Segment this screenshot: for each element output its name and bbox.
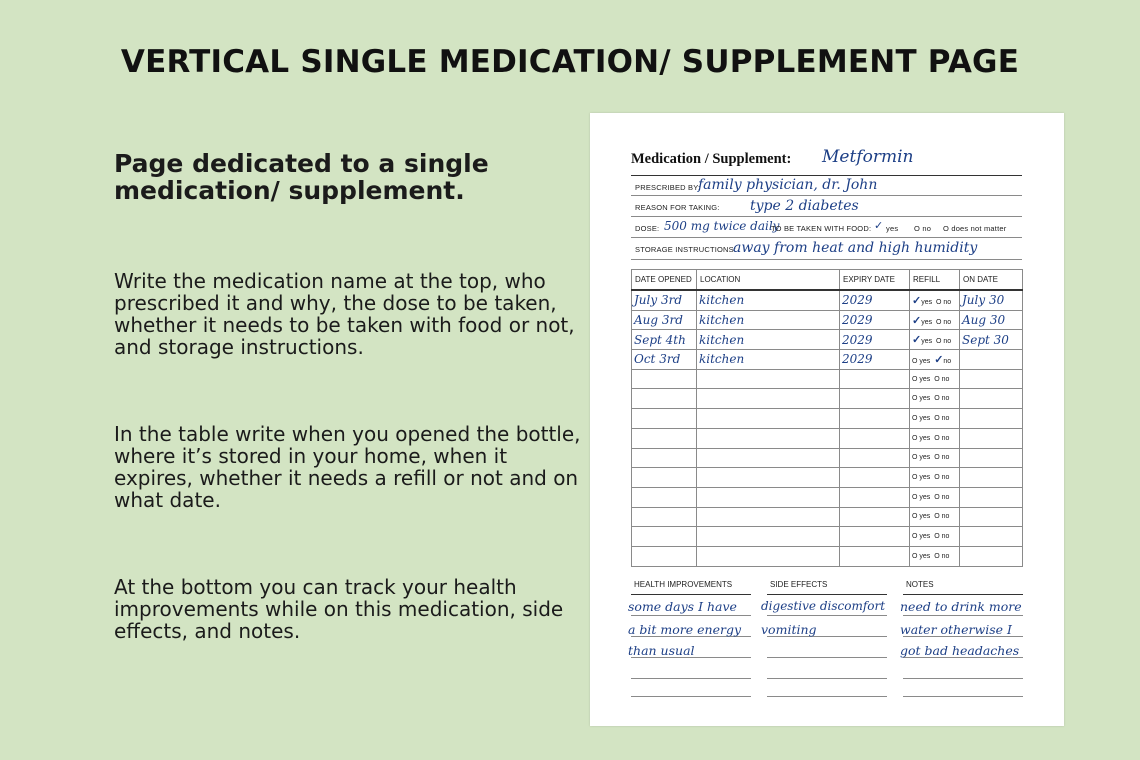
food-no-option[interactable]: O no <box>914 224 932 233</box>
date-cell[interactable] <box>632 428 697 448</box>
check-icon: ✓ <box>874 219 884 232</box>
location-cell[interactable] <box>697 468 840 488</box>
refill-yes-option[interactable]: O yes <box>912 552 931 560</box>
on-date-cell[interactable] <box>960 428 1023 448</box>
page-headline: VERTICAL SINGLE MEDICATION/ SUPPLEMENT PAGE <box>120 44 1020 80</box>
refill-yes-option[interactable]: O yes <box>912 513 931 521</box>
rule-line <box>767 657 887 658</box>
divider <box>631 175 1022 176</box>
refill-cell[interactable] <box>910 369 960 389</box>
on-date-cell[interactable] <box>960 487 1023 507</box>
table-row <box>632 487 1023 507</box>
food-dnm-option[interactable]: O does not matter <box>943 224 1007 233</box>
date-cell[interactable] <box>632 527 697 547</box>
refill-cell[interactable] <box>910 448 960 468</box>
table-row <box>632 409 1023 429</box>
check-icon: ✓ <box>934 353 944 366</box>
column-header: DATE OPENED <box>632 270 697 291</box>
dose-value: 500 mg twice daily <box>664 219 780 233</box>
refill-yes-option[interactable]: O yes <box>912 357 931 365</box>
date-cell[interactable] <box>632 507 697 527</box>
refill-no-option[interactable]: O no <box>934 493 950 501</box>
expiry-cell[interactable]: 2029 <box>840 350 910 370</box>
refill-cell[interactable] <box>910 507 960 527</box>
location-cell[interactable]: kitchen <box>697 330 840 350</box>
refill-yes-option[interactable]: O yes <box>912 395 931 403</box>
health-improvements-label: HEALTH IMPROVEMENTS <box>634 580 733 589</box>
refill-cell[interactable] <box>910 468 960 488</box>
table-row <box>632 448 1023 468</box>
check-icon: ✓ <box>912 294 922 307</box>
expiry-cell[interactable] <box>840 546 910 566</box>
refill-cell[interactable] <box>910 428 960 448</box>
refill-no-option[interactable]: O no <box>936 318 952 326</box>
description-paragraph: In the table write when you opened the bottle, where it’s stored in your home, when it expires, whether it needs a refill or not and on what date. <box>114 422 581 512</box>
on-date-cell[interactable] <box>960 546 1023 566</box>
food-label: TO BE TAKEN WITH FOOD: <box>771 224 872 233</box>
table-row <box>632 389 1023 409</box>
reason-value: type 2 diabetes <box>750 198 859 214</box>
refill-no-option[interactable]: O no <box>934 454 950 462</box>
prescribed-value: family physician, dr. John <box>698 177 878 193</box>
table-header-row <box>632 270 1023 291</box>
refill-yes-option[interactable]: O yes <box>912 493 931 501</box>
on-date-cell[interactable]: Aug 30 <box>960 310 1023 330</box>
date-cell[interactable]: Aug 3rd <box>632 310 697 330</box>
location-cell[interactable] <box>697 428 840 448</box>
refill-cell[interactable] <box>910 389 960 409</box>
rule-line <box>903 696 1023 697</box>
divider <box>631 259 1022 260</box>
notes-line: got bad headaches <box>900 643 1020 658</box>
location-cell[interactable] <box>697 389 840 409</box>
date-cell[interactable] <box>632 546 697 566</box>
on-date-cell[interactable] <box>960 389 1023 409</box>
rule-line <box>903 678 1023 679</box>
expiry-cell[interactable] <box>840 448 910 468</box>
divider <box>631 216 1022 217</box>
intro-text: Page dedicated to a single medication/ supplement. <box>114 149 489 205</box>
refill-yes-option[interactable]: ✓yes <box>912 314 933 327</box>
refill-no-option[interactable]: O no <box>936 298 952 306</box>
refill-cell[interactable] <box>910 527 960 547</box>
table-row <box>632 527 1023 547</box>
rule-line <box>767 678 887 679</box>
date-cell[interactable] <box>632 409 697 429</box>
refill-yes-option[interactable]: O yes <box>912 533 931 541</box>
refill-no-option[interactable]: O no <box>934 474 950 482</box>
column-header: EXPIRY DATE <box>840 270 910 291</box>
side-effects-label: SIDE EFFECTS <box>770 580 828 589</box>
divider <box>903 594 1023 595</box>
on-date-cell[interactable] <box>960 468 1023 488</box>
on-date-cell[interactable] <box>960 448 1023 468</box>
location-cell[interactable] <box>697 507 840 527</box>
notes-line: water otherwise I <box>900 622 1012 637</box>
table-row <box>632 428 1023 448</box>
date-cell[interactable] <box>632 389 697 409</box>
column-header: ON DATE <box>960 270 1023 291</box>
description-paragraph: Write the medication name at the top, who prescribed it and why, the dose to be taken, whether it needs to be taken with food or not, and storage instructions. <box>114 269 575 359</box>
expiry-cell[interactable] <box>840 527 910 547</box>
location-cell[interactable] <box>697 487 840 507</box>
refill-yes-option[interactable]: ✓yes <box>912 294 933 307</box>
refill-no-option[interactable]: O no <box>934 513 950 521</box>
check-icon: ✓ <box>912 314 922 327</box>
location-cell[interactable] <box>697 448 840 468</box>
notes-label: NOTES <box>906 580 934 589</box>
refill-no-option[interactable]: O no <box>934 533 950 541</box>
refill-no-option[interactable]: ✓no <box>934 353 952 366</box>
divider <box>631 594 751 595</box>
rule-line <box>903 615 1023 616</box>
storage-label: STORAGE INSTRUCTIONS: <box>635 245 737 254</box>
location-cell[interactable] <box>697 369 840 389</box>
refill-no-option[interactable]: O no <box>934 552 950 560</box>
refill-yes-option[interactable]: ✓yes <box>912 334 933 347</box>
expiry-cell[interactable] <box>840 428 910 448</box>
refill-cell[interactable] <box>910 310 960 330</box>
column-header: LOCATION <box>697 270 840 291</box>
on-date-cell[interactable]: July 30 <box>960 290 1023 310</box>
health-note-line: some days I have <box>628 599 737 614</box>
table-row <box>632 507 1023 527</box>
date-cell[interactable] <box>632 448 697 468</box>
description-paragraph: At the bottom you can track your health improvements while on this medication, side effects, and notes. <box>114 575 564 643</box>
prescribed-label: PRESCRIBED BY: <box>635 183 701 192</box>
refill-cell[interactable] <box>910 409 960 429</box>
refill-no-option[interactable]: O no <box>934 434 950 442</box>
expiry-cell[interactable]: 2029 <box>840 330 910 350</box>
medication-title-label: Medication / Supplement: <box>631 151 792 167</box>
refill-yes-option[interactable]: O yes <box>912 454 931 462</box>
divider <box>631 237 1022 238</box>
food-yes-option[interactable]: yes <box>886 224 899 233</box>
dose-label: DOSE: <box>635 224 660 233</box>
refill-cell[interactable] <box>910 487 960 507</box>
table-row <box>632 468 1023 488</box>
reason-label: REASON FOR TAKING: <box>635 203 720 212</box>
health-note-line: a bit more energy <box>628 622 742 637</box>
on-date-cell[interactable]: Sept 30 <box>960 330 1023 350</box>
table-row <box>632 330 1023 350</box>
side-effect-line: vomiting <box>761 622 817 637</box>
date-cell[interactable]: Sept 4th <box>632 330 697 350</box>
table-row <box>632 546 1023 566</box>
refill-yes-option[interactable]: O yes <box>912 375 931 383</box>
date-cell[interactable] <box>632 468 697 488</box>
expiry-cell[interactable] <box>840 389 910 409</box>
expiry-cell[interactable] <box>840 507 910 527</box>
refill-yes-option[interactable]: O yes <box>912 434 931 442</box>
expiry-cell[interactable] <box>840 468 910 488</box>
location-cell[interactable]: kitchen <box>697 310 840 330</box>
on-date-cell[interactable] <box>960 369 1023 389</box>
refill-cell[interactable] <box>910 330 960 350</box>
refill-cell[interactable] <box>910 546 960 566</box>
refill-no-option[interactable]: O no <box>934 395 950 403</box>
date-cell[interactable]: July 3rd <box>632 290 697 310</box>
refill-no-option[interactable]: O no <box>934 414 950 422</box>
check-icon: ✓ <box>912 334 922 347</box>
location-cell[interactable]: kitchen <box>697 350 840 370</box>
health-note-line: than usual <box>628 643 695 658</box>
rule-line <box>631 696 751 697</box>
rule-line <box>631 678 751 679</box>
table-row <box>632 369 1023 389</box>
divider <box>767 594 887 595</box>
medication-sheet <box>590 113 1064 726</box>
expiry-cell[interactable] <box>840 409 910 429</box>
storage-value: away from heat and high humidity <box>733 240 978 256</box>
column-header: REFILL <box>910 270 960 291</box>
date-cell[interactable] <box>632 369 697 389</box>
refill-no-option[interactable]: O no <box>936 338 952 346</box>
on-date-cell[interactable] <box>960 527 1023 547</box>
expiry-cell[interactable]: 2029 <box>840 310 910 330</box>
on-date-cell[interactable] <box>960 350 1023 370</box>
date-cell[interactable]: Oct 3rd <box>632 350 697 370</box>
expiry-cell[interactable]: 2029 <box>840 290 910 310</box>
table-row <box>632 310 1023 330</box>
table-row <box>632 290 1023 310</box>
refill-cell[interactable] <box>910 350 960 370</box>
location-cell[interactable] <box>697 527 840 547</box>
refill-yes-option[interactable]: O yes <box>912 474 931 482</box>
refill-no-option[interactable]: O no <box>934 375 950 383</box>
date-cell[interactable] <box>632 487 697 507</box>
on-date-cell[interactable] <box>960 409 1023 429</box>
side-effect-line: digestive discomfort <box>761 599 886 613</box>
notes-line: need to drink more <box>900 599 1022 614</box>
location-cell[interactable] <box>697 546 840 566</box>
divider <box>631 195 1022 196</box>
rule-line <box>767 615 887 616</box>
refill-cell[interactable] <box>910 290 960 310</box>
table-row <box>632 350 1023 370</box>
bottle-log-table <box>631 269 1023 567</box>
location-cell[interactable]: kitchen <box>697 290 840 310</box>
rule-line <box>631 615 751 616</box>
on-date-cell[interactable] <box>960 507 1023 527</box>
refill-yes-option[interactable]: O yes <box>912 414 931 422</box>
medication-title-value: Metformin <box>822 147 914 167</box>
expiry-cell[interactable] <box>840 487 910 507</box>
location-cell[interactable] <box>697 409 840 429</box>
rule-line <box>767 696 887 697</box>
expiry-cell[interactable] <box>840 369 910 389</box>
